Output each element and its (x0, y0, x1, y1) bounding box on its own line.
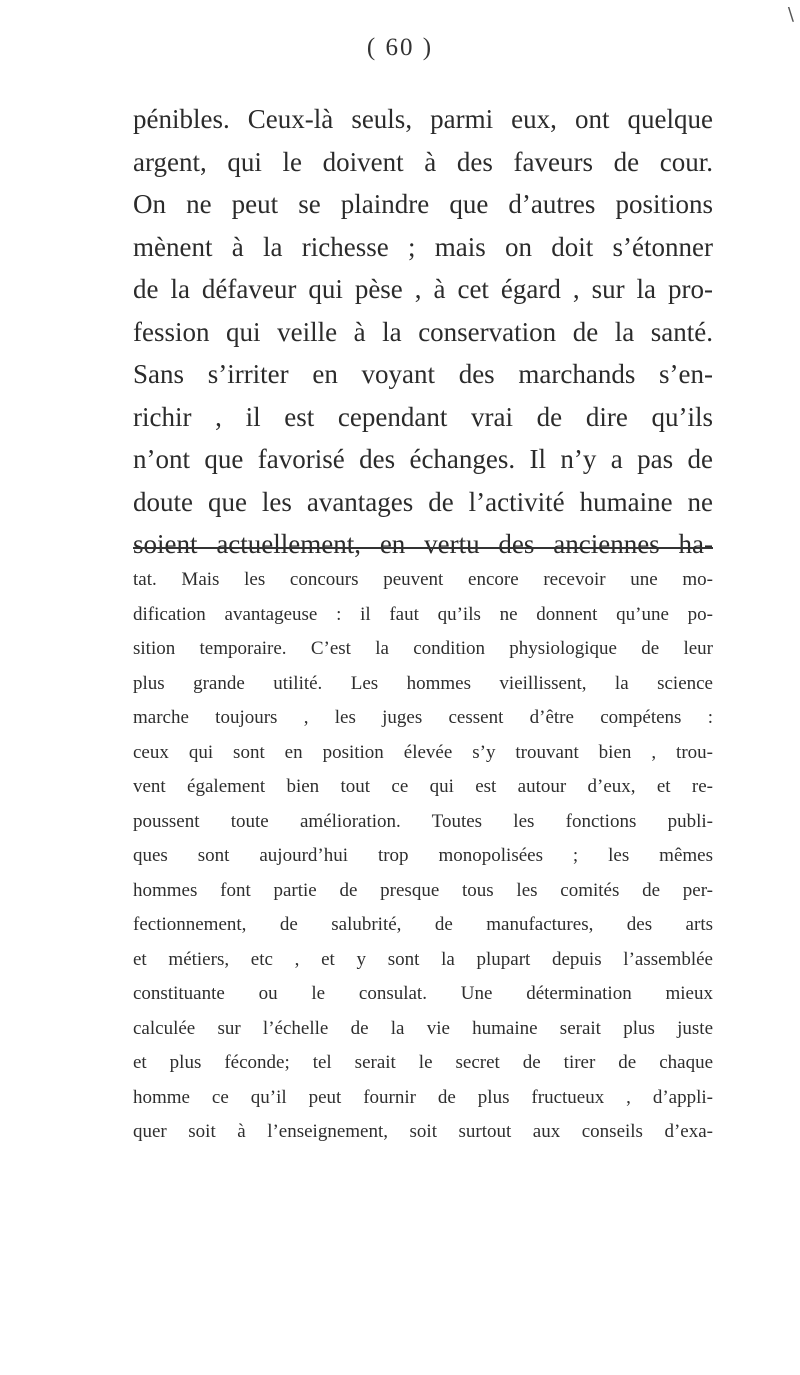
footnote-block (133, 563, 713, 1150)
footnote-line: poussent toute amélioration. Toutes les fonctions publi- (133, 810, 713, 832)
text-line: soient actuellement, en vertu des anciennes ha- (133, 529, 713, 559)
footnote-line: fectionnement, de salubrité, de manufactures, des arts (133, 914, 713, 935)
footnote-line: hommes font partie de presque tous les comités de per- (133, 879, 713, 901)
footnote-line: homme ce qu’il peut fournir de plus fructueux , d’appli- (133, 1086, 713, 1108)
footnote-line: tat. Mais les concours peuvent encore recevoir une mo- (133, 569, 713, 590)
page-number: ( 60 ) (366, 34, 434, 61)
text-line: Sans s’irriter en voyant des marchands s’en- (133, 359, 713, 389)
footnote-line: constituante ou le consulat. Une détermination mieux (133, 983, 713, 1004)
text-line: richir , il est cependant vrai de dire qu’ils (133, 401, 713, 432)
text-line: pénibles. Ceux-là seuls, parmi eux, ont quelque (133, 104, 713, 134)
footnote-line: ques sont aujourd’hui trop monopolisées ; les mêmes (133, 845, 713, 866)
main-text-block (133, 98, 713, 566)
text-line: mènent à la richesse ; mais on doit s’étonner (133, 231, 713, 262)
footnote-line: sition temporaire. C’est la condition physiologique de leur (133, 638, 713, 659)
text-line: fession qui veille à la conservation de la santé. (133, 316, 713, 347)
footnote-line: vent également bien tout ce qui est autour d’eux, et re- (133, 776, 713, 797)
footnote-line: plus grande utilité. Les hommes vieillissent, la science (133, 672, 713, 694)
footnote-line: ceux qui sont en position élevée s’y trouvant bien , trou- (133, 741, 713, 763)
text-line: de la défaveur qui pèse , à cet égard , sur la pro- (133, 274, 713, 304)
footnote-line: et métiers, etc , et y sont la plupart depuis l’assemblée (133, 948, 713, 970)
footnote-line: dification avantageuse : il faut qu’ils ne donnent qu’une po- (133, 603, 713, 625)
footnote-line: calculée sur l’échelle de la vie humaine serait plus juste (133, 1017, 713, 1039)
text-line: doute que les avantages de l’activité humaine ne (133, 486, 713, 517)
text-line: argent, qui le doivent à des faveurs de cour. (133, 146, 713, 177)
text-line: n’ont que favorisé des échanges. Il n’y a pas de (133, 444, 713, 474)
text-line: On ne peut se plaindre que d’autres positions (133, 189, 713, 219)
footnote-line: quer soit à l’enseignement, soit surtout aux conseils d’exa- (133, 1121, 713, 1142)
corner-mark: \ (787, 4, 794, 25)
footnote-line: marche toujours , les juges cessent d’être compétens : (133, 707, 713, 728)
footnote-line: et plus féconde; tel serait le secret de tirer de chaque (133, 1052, 713, 1073)
footnote-divider (133, 547, 713, 549)
